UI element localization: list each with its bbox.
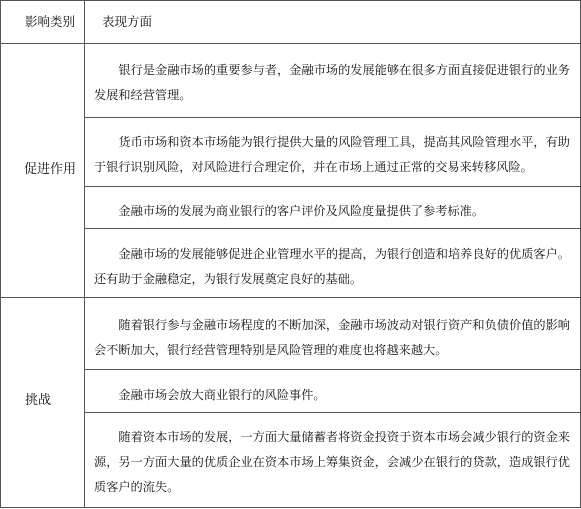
- header-aspect: 表现方面: [102, 14, 153, 29]
- table-row: 金融市场的发展能够促进企业管理水平的提高，为银行创造和培养良好的优质客户。还有助于金融稳定，为银行发展奠定良好的基础。: [94, 247, 570, 286]
- category-challenge: 挑战: [25, 393, 52, 408]
- table-row: 金融市场的发展为商业银行的客户评价及风险度量提供了参考标准。: [118, 204, 485, 218]
- table-row: 银行是金融市场的重要参与者，金融市场的发展能够在很多方面直接促进银行的业务发展和经营管理。: [94, 63, 570, 102]
- table-row: 随着银行参与金融市场程度的不断加深，金融市场波动对银行资产和负债价值的影响会不断加大，银行经营管理特别是风险管理的难度也将越来越大。: [94, 318, 570, 357]
- header-category: 影响类别: [25, 14, 76, 29]
- table-row: 随着资本市场的发展，一方面大量储蓄者将资金投资于资本市场会减少银行的资金来源，另一方面大量的优质企业在资本市场上筹集资金，会减少在银行的贷款，造成银行优质客户的流失。: [94, 430, 570, 494]
- category-promotion: 促进作用: [24, 162, 77, 177]
- table-row: 货币市场和资本市场能为银行提供大量的风险管理工具，提高其风险管理水平，有助于银行识别风险，对风险进行合理定价，并在市场上通过正常的交易来转移风险。: [94, 135, 570, 174]
- table-row: 金融市场会放大商业银行的风险事件。: [118, 388, 326, 402]
